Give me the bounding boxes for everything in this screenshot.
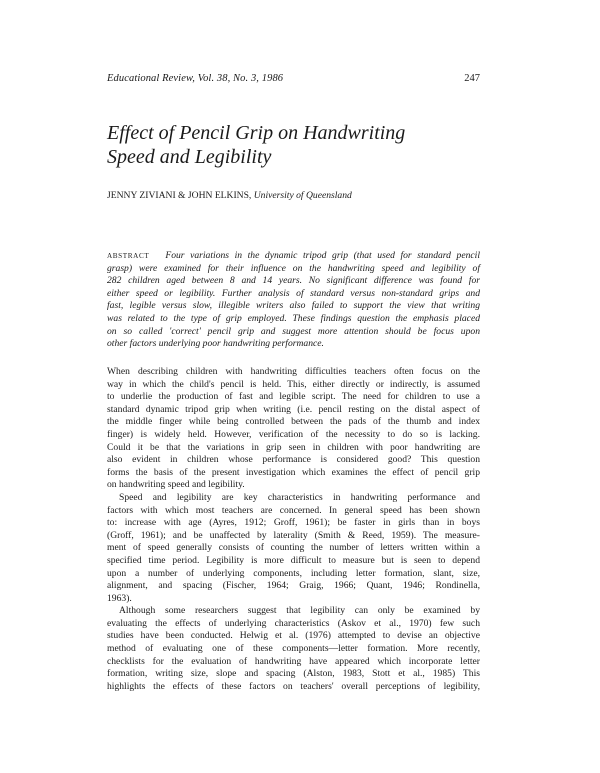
body-line: When describing children with handwriting difficulties teachers often focus on the [107, 366, 480, 377]
title-line: Effect of Pencil Grip on Handwriting [107, 122, 406, 144]
body-line: factors with which most teachers are concerned. In general speed has been shown [107, 504, 480, 516]
body-line: way in which the child's pencil is held. This, either directly or indirectly, is assumed [107, 378, 480, 390]
body-line: forms the basis of the present investigation which examines the effect of pencil grip [107, 466, 480, 478]
author-line [107, 190, 487, 201]
article-title [107, 121, 487, 169]
body-line: standard dynamic tripod grip when writing (i.e. pencil resting on the distal aspect of [107, 403, 480, 415]
body-line: upon a number of underlying components, including letter formation, slant, size, [107, 567, 480, 579]
body-line: highlights the effects of these factors on teachers' overall perceptions of legibility, [107, 680, 480, 692]
abstract-line: on so called 'correct' pencil grip and suggest more attention should be focus upon [107, 325, 480, 337]
body-line: to underlie the production of fast and legible script. The need for children to use a [107, 391, 480, 403]
body-line: studies have been conducted. Helwig et al. (1976) attempted to devise an objective [107, 630, 480, 642]
body-line: formation, writing size, slope and spacing (Alston, 1983, Stott et al., 1985) This [107, 668, 480, 680]
paragraph-1 [107, 366, 480, 492]
abstract-line: other factors underlying poor handwriting performance. [107, 338, 324, 350]
body-line: method of evaluating one of these components—letter formation. More recently, [107, 643, 480, 655]
body-line: (Groff, 1961); and be unaffected by laterality (Smith & Reed, 1959). The measure- [107, 529, 480, 541]
body-line: also evident in children whose performance is considered good? This question [107, 454, 480, 466]
abstract-line: fast, legible versus slow, illegible writers also failed to support the view that writing [107, 300, 480, 312]
body-line: Although some researchers suggest that legibility can only be examined by [119, 605, 480, 617]
body-line: 1963). [107, 592, 132, 604]
abstract-line: ABSTRACT Four variations in the dynamic tripod grip (that used for standard pencil [107, 250, 480, 261]
title-line: Speed and Legibility [107, 146, 272, 168]
body-line: Could it be that the variations in grip seen in children with poor handwriting are [107, 441, 480, 453]
body-line: to: increase with age (Ayres, 1912; Groff, 1961); be faster in girls than in boys [107, 517, 480, 529]
abstract-label: ABSTRACT [107, 252, 150, 260]
abstract [107, 250, 480, 351]
body-line: ment of speed generally consists of counting the number of letters written within a [107, 542, 480, 554]
body-text [107, 366, 480, 693]
running-head: Educational Review, Vol. 38, No. 3, 1986 [107, 73, 284, 84]
abstract-line: either speed or legibility. Further analysis of standard versus non-standard grips and [107, 287, 480, 299]
body-line: evaluating the effects of underlying characteristics (Askov et al., 1970) few such [107, 617, 480, 629]
body-line: checklists for the evaluation of handwriting have appeared which incorporate letter [107, 655, 480, 667]
page-number: 247 [464, 73, 480, 84]
abstract-line: grasp) were examined for their influence on the handwriting speed and legibility of [107, 262, 480, 274]
body-line: Speed and legibility are key characteristics in handwriting performance and [119, 491, 480, 503]
paragraph-3 [107, 605, 480, 693]
author-affiliation: University of Queensland [253, 190, 352, 201]
author-names: JENNY ZIVIANI & JOHN ELKINS, [107, 190, 252, 201]
abstract-line: was related to the type of grip employed. These findings question the emphasis placed [107, 312, 480, 324]
body-line: alignment, and spacing (Fischer, 1964; Graig, 1966; Quant, 1946; Rondinella, [107, 580, 480, 592]
body-line: on handwriting speed and legibility. [107, 479, 245, 491]
body-line: finger) is widely held. However, verification of the necessity to do so is lacking. [107, 428, 480, 440]
body-line: the middle finger while being controlled between the pads of the thumb and index [107, 416, 480, 428]
body-line: specified time period. Legibility is more difficult to measure but is seen to depend [107, 554, 480, 566]
abstract-line: 282 children aged between 8 and 14 years. No significant difference was found for [107, 275, 480, 287]
paragraph-2 [107, 492, 480, 605]
